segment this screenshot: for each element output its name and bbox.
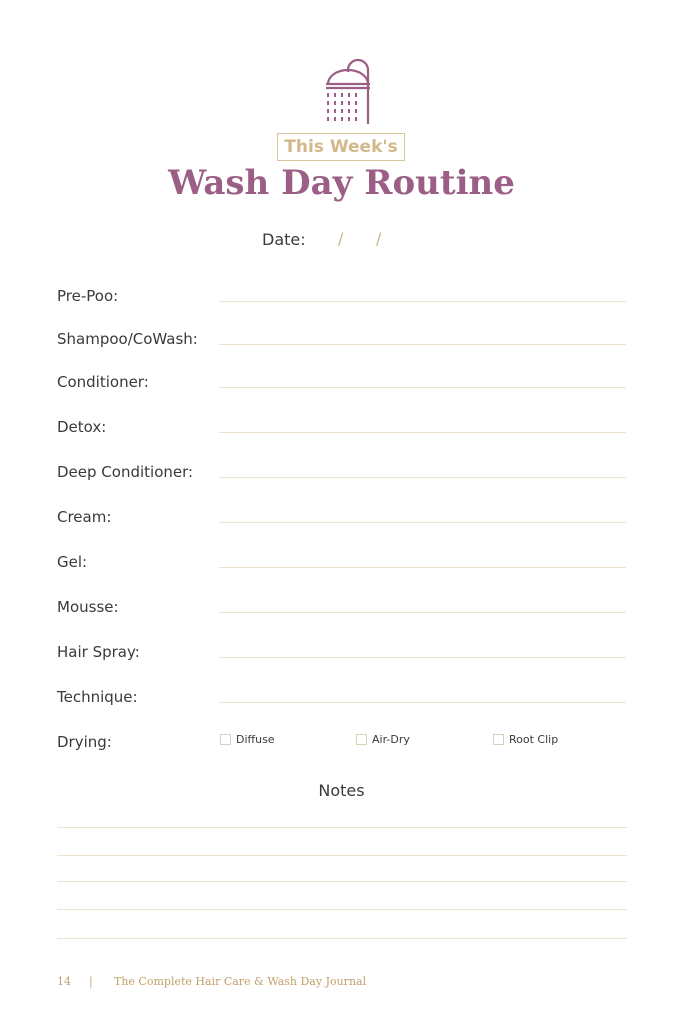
field-label-mousse: Mousse: [57,598,119,616]
checkbox-box[interactable] [220,734,231,745]
field-label-hair-spray: Hair Spray: [57,643,140,661]
notes-line[interactable] [57,881,627,882]
field-line-mousse[interactable] [219,612,626,613]
page-title: Wash Day Routine [168,163,515,203]
notes-line[interactable] [57,827,627,828]
subtitle-text: This Week's [284,137,398,157]
field-line-deep-conditioner[interactable] [219,477,626,478]
notes-line[interactable] [57,909,627,910]
field-label-detox: Detox: [57,418,107,436]
date-separator-2: / [376,229,382,248]
field-label-drying: Drying: [57,733,112,751]
checkbox-root-clip[interactable] [493,733,558,746]
field-label-gel: Gel: [57,553,88,571]
footer-separator: | [89,975,93,988]
field-label-cream: Cream: [57,508,112,526]
field-line-shampoo[interactable] [219,344,626,345]
field-label-deep-conditioner: Deep Conditioner: [57,463,194,481]
field-label-shampoo: Shampoo/CoWash: [57,330,198,348]
checkbox-box[interactable] [493,734,504,745]
field-line-gel[interactable] [219,567,626,568]
field-line-technique[interactable] [219,702,626,703]
subtitle-badge [277,133,405,161]
field-label-pre-poo: Pre-Poo: [57,287,119,305]
field-line-detox[interactable] [219,432,626,433]
checkbox-label: Diffuse [236,733,275,746]
field-line-hair-spray[interactable] [219,657,626,658]
checkbox-diffuse[interactable] [220,733,275,746]
field-label-technique: Technique: [57,688,138,706]
checkbox-label: Root Clip [509,733,559,746]
field-line-pre-poo[interactable] [219,301,626,302]
notes-line[interactable] [57,938,627,939]
notes-line[interactable] [57,855,627,856]
field-line-cream[interactable] [219,522,626,523]
field-label-conditioner: Conditioner: [57,373,149,391]
shower-icon [312,56,372,126]
date-separator-1: / [338,229,344,248]
checkbox-air-dry[interactable] [356,733,410,746]
page-number: 14 [57,975,71,988]
checkbox-label: Air-Dry [372,733,410,746]
notes-title: Notes [318,781,365,800]
footer-book-title: The Complete Hair Care & Wash Day Journal [114,975,367,988]
date-label: Date: [262,230,306,249]
checkbox-box[interactable] [356,734,367,745]
field-line-conditioner[interactable] [219,387,626,388]
